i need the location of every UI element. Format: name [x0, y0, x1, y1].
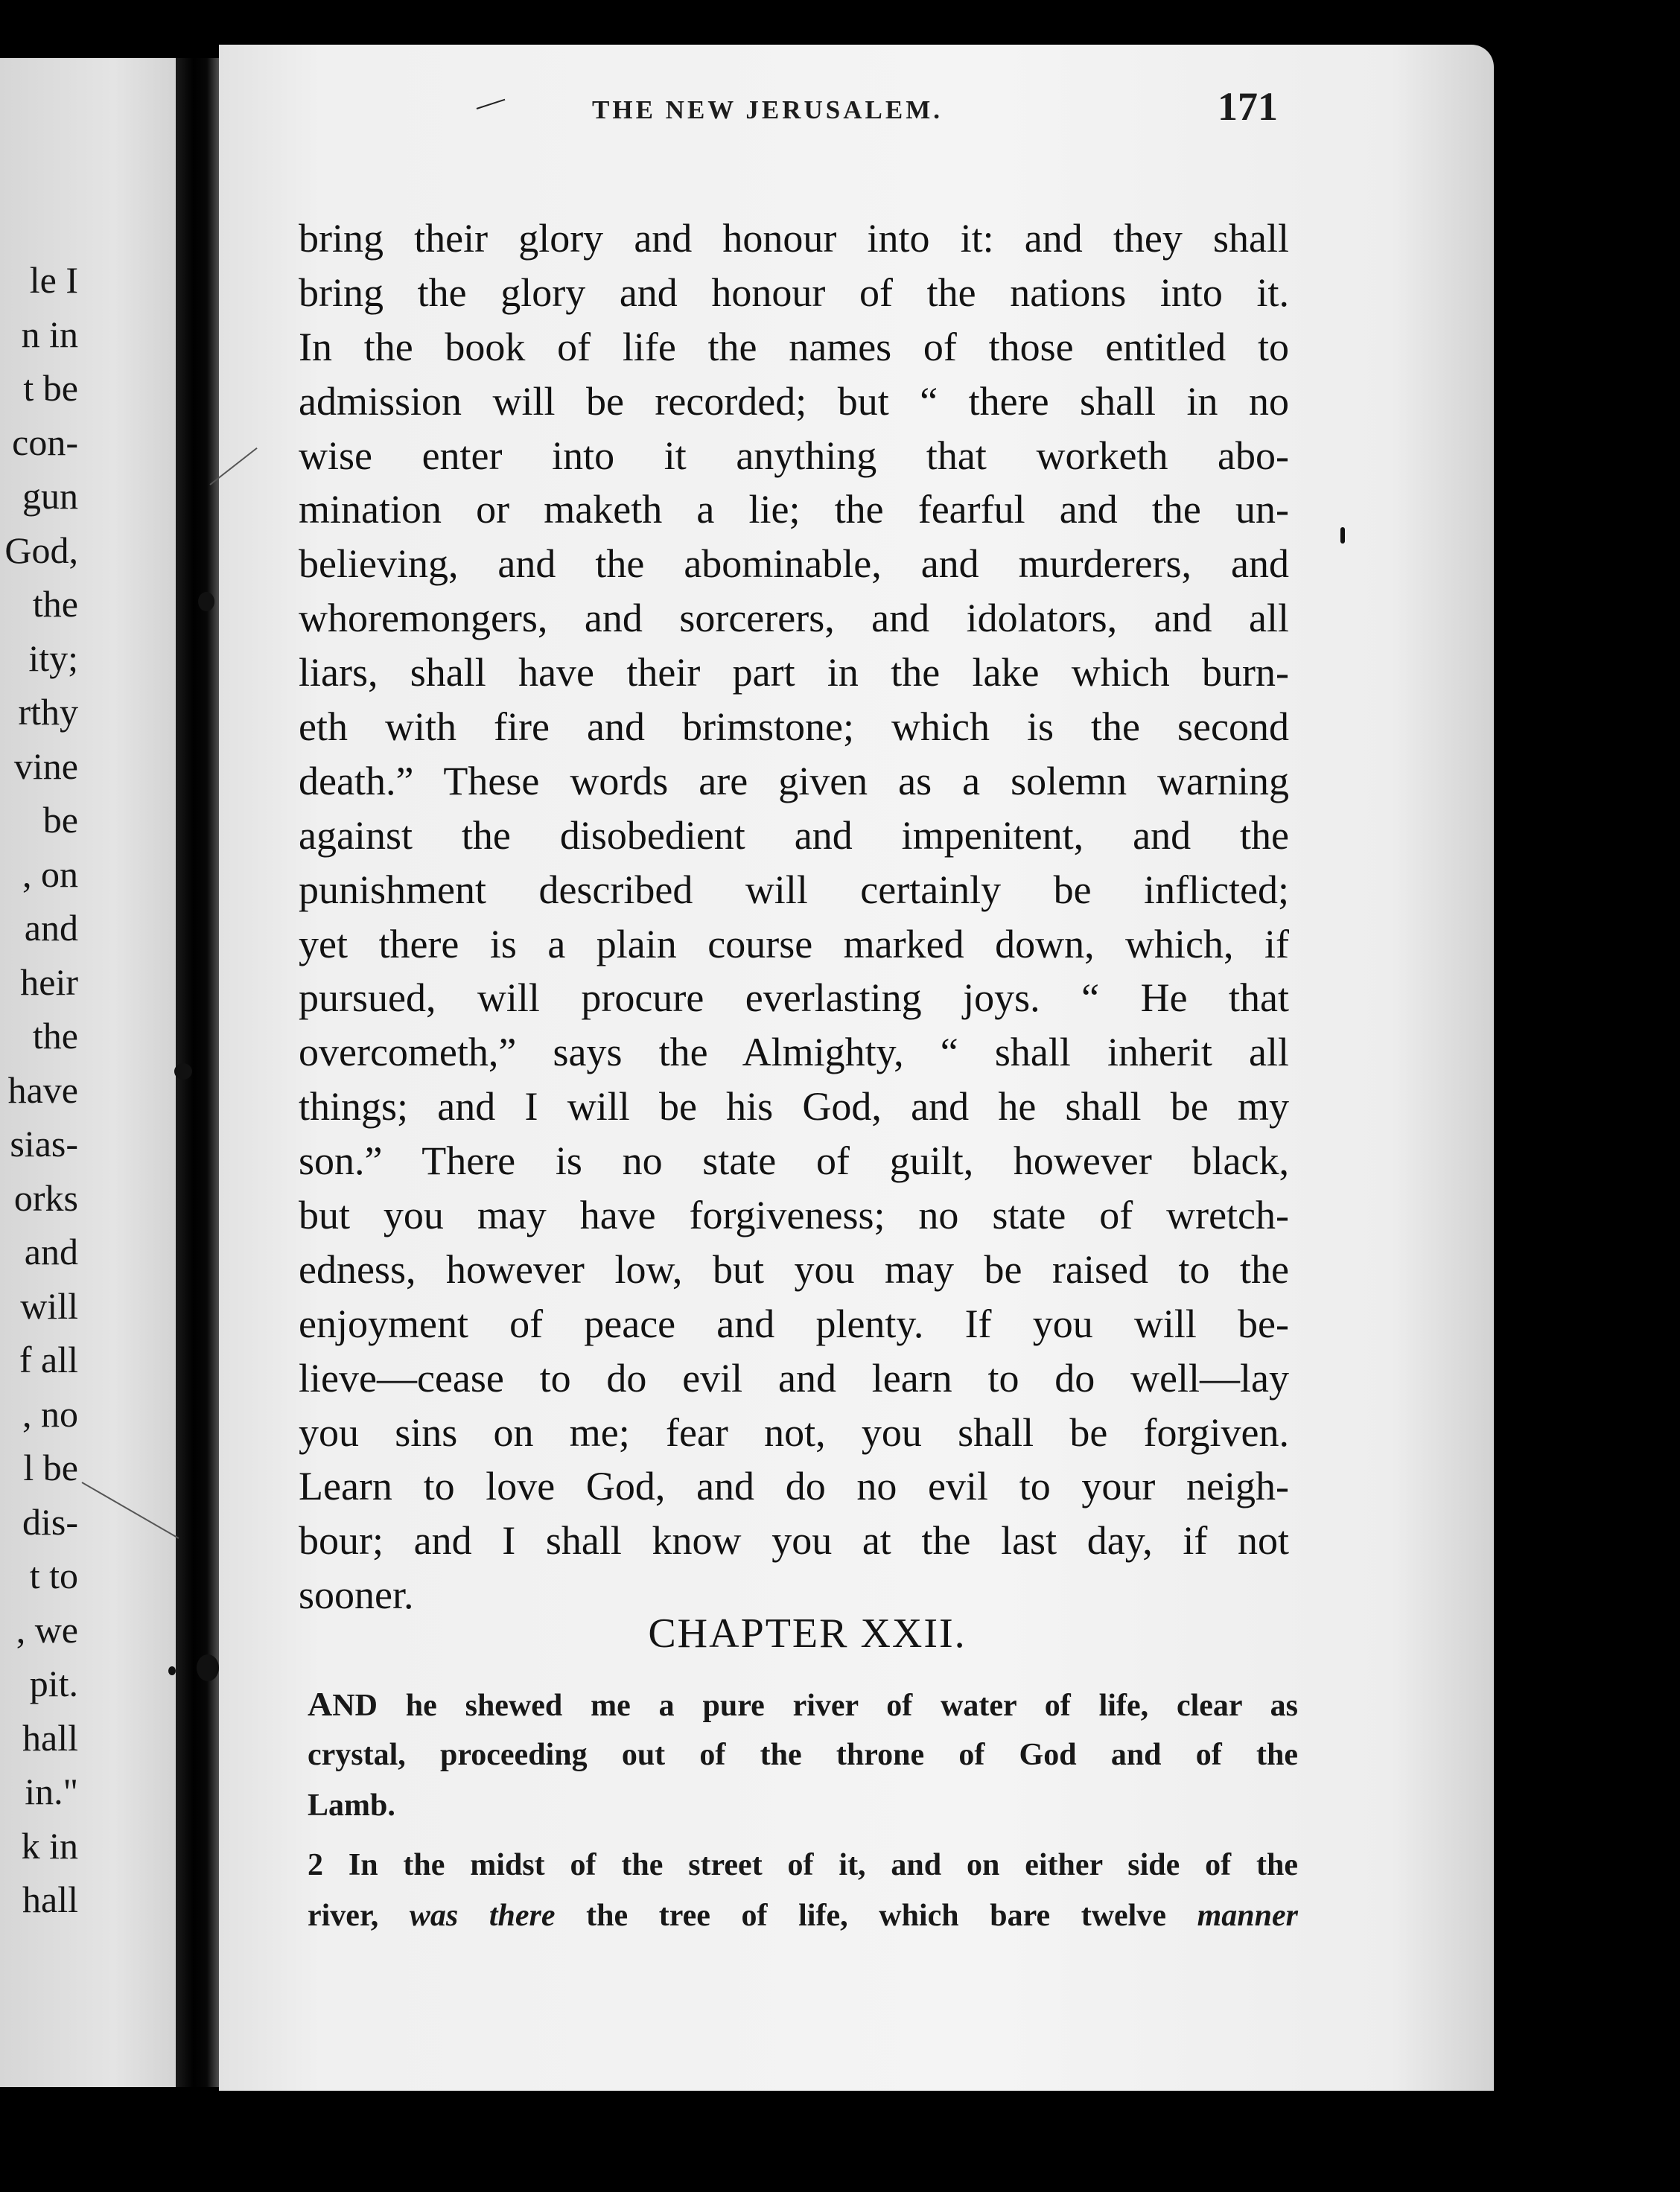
body-line: In the book of life the names of those entitled to [299, 324, 1289, 369]
body-line: whoremongers, and sorcerers, and idolators, and all [299, 596, 1289, 641]
left-fragment-line: will [20, 1284, 78, 1327]
left-fragment-line: con- [12, 421, 78, 463]
verse-block [308, 1679, 1298, 1941]
verse-2-line-1: 2 In the midst of the street of it, and on either side of the [308, 1848, 1298, 1882]
ink-speck [197, 1654, 219, 1681]
body-line: believing, and the abominable, and murderers, and [299, 541, 1289, 587]
left-fragment-line: gun [22, 475, 78, 517]
body-line: death.” These words are given as a solemn warning [299, 758, 1289, 803]
left-fragment-line: , on [22, 853, 78, 895]
left-fragment-line: pit. [29, 1663, 78, 1704]
left-fragment-line: l be [23, 1447, 78, 1488]
body-line: admission will be recorded; but “ there shall in no [299, 378, 1289, 424]
body-line: bring the glory and honour of the nations into it. [299, 270, 1289, 315]
verse-2-text-b: the tree of life, which bare twelve [586, 1899, 1166, 1933]
left-fragment-line: le I [29, 259, 78, 301]
verse-1-line-3: Lamb. [308, 1788, 395, 1823]
left-fragment-line: the [32, 1015, 78, 1057]
body-line: sooner. [299, 1573, 414, 1618]
body-line: wise enter into it anything that worketh abo- [299, 433, 1289, 478]
verse-2-text-a: river, [308, 1899, 379, 1933]
body-line: things; and I will be his God, and he shall be my [299, 1084, 1289, 1130]
left-fragment-line: k in [21, 1824, 78, 1867]
left-facing-page [0, 58, 190, 2087]
left-fragment-line: vine [13, 745, 78, 787]
body-line: punishment described will certainly be inflicted; [299, 867, 1289, 912]
body-line: Learn to love God, and do no evil to your neigh- [299, 1464, 1289, 1509]
body-line: enjoyment of peace and plenty. If you will be- [299, 1301, 1289, 1346]
left-fragment-line: hall [22, 1879, 78, 1920]
body-paragraph [299, 211, 1289, 1622]
ink-speck [168, 1666, 176, 1675]
body-line: liars, shall have their part in the lake which burn- [299, 650, 1289, 695]
verse-1-line-1 [308, 1679, 1298, 1730]
left-fragment-line: and [24, 907, 78, 949]
ink-speck [174, 1063, 192, 1080]
left-fragment-line: and [24, 1231, 78, 1272]
verse-1-text-1: ND he shewed me a pure river of water of life, clear as [332, 1689, 1298, 1723]
drop-cap: A [308, 1685, 333, 1723]
left-fragment-line: f all [19, 1339, 78, 1380]
body-line: pursued, will procure everlasting joys. “ He that [299, 975, 1289, 1021]
left-fragment-line: t be [23, 367, 78, 409]
left-fragment-line: be [42, 799, 78, 841]
running-head: THE NEW JERUSALEM. [592, 95, 944, 124]
body-line: but you may have forgiveness; no state of wretch- [299, 1193, 1289, 1238]
left-fragment-line: in." [25, 1771, 78, 1812]
left-fragment-line: n in [21, 313, 78, 355]
body-line: edness, however low, but you may be raised to the [299, 1246, 1289, 1292]
chapter-heading-text: CHAPTER XXII. [648, 1610, 967, 1657]
verse-1-line-2: crystal, proceeding out of the throne of God and of the [308, 1738, 1298, 1772]
body-line: you sins on me; fear not, you shall be forgiven. [299, 1409, 1289, 1455]
body-line: bour; and I shall know you at the last day, if not [299, 1518, 1289, 1564]
left-fragment-line: , no [22, 1392, 78, 1435]
verse-2-italic-a: was there [409, 1899, 556, 1933]
body-line: bring their glory and honour into it: and they shall [299, 216, 1289, 261]
left-fragment-line: dis- [22, 1500, 78, 1543]
body-line: yet there is a plain course marked down, which, if [299, 921, 1289, 966]
chapter-heading [0, 1610, 1680, 1657]
left-fragment-line: rthy [18, 691, 78, 733]
left-fragment-line: , we [16, 1608, 78, 1651]
left-fragment-line: hall [22, 1716, 78, 1759]
body-line: lieve—cease to do evil and learn to do well—lay [299, 1355, 1289, 1401]
ink-speck [1340, 527, 1345, 544]
page-number: 171 [1218, 84, 1278, 129]
body-line: eth with fire and brimstone; which is the second [299, 704, 1289, 750]
ink-speck [198, 592, 214, 611]
left-fragment-line: sias- [10, 1123, 78, 1164]
verse-2-italic-b: manner [1197, 1899, 1298, 1933]
left-fragment-line: heir [20, 960, 78, 1003]
body-line: son.” There is no state of guilt, however black, [299, 1138, 1289, 1184]
left-fragment-line: ity; [28, 637, 78, 679]
left-fragment-line: God, [4, 529, 78, 571]
body-line: against the disobedient and impenitent, and the [299, 812, 1289, 858]
left-page-text-fragments [4, 253, 78, 1927]
verse-2-line-2 [308, 1890, 1298, 1941]
left-fragment-line: t to [29, 1555, 78, 1596]
left-fragment-line: orks [13, 1176, 78, 1219]
left-fragment-line: have [7, 1068, 78, 1111]
left-fragment-line: the [32, 583, 78, 625]
body-line: mination or maketh a lie; the fearful and the un- [299, 487, 1289, 532]
body-line: overcometh,” says the Almighty, “ shall inherit all [299, 1030, 1289, 1075]
